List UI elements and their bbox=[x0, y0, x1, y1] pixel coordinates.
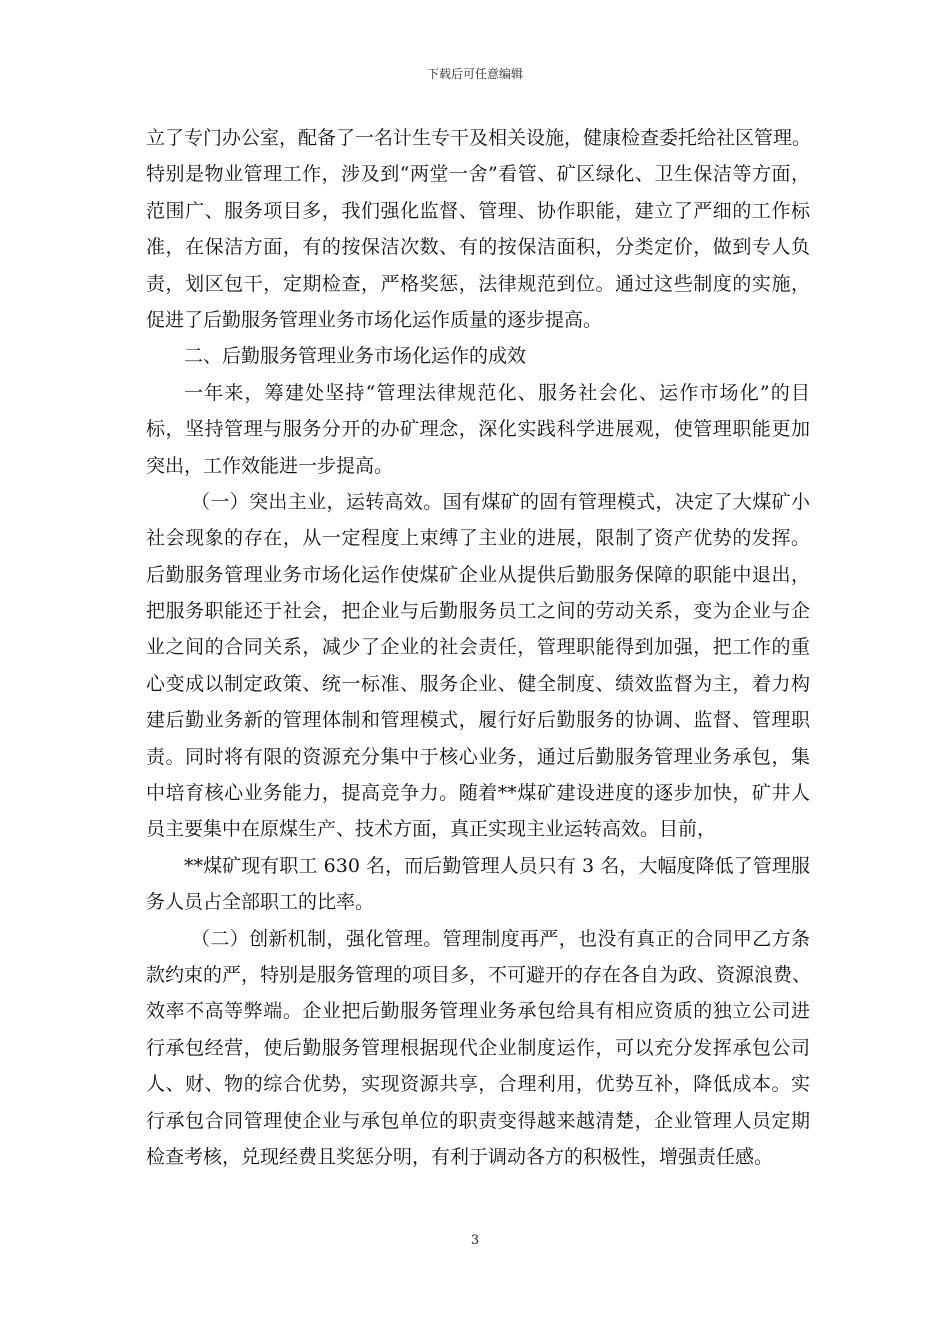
body-text-line: 款约束的严，特别是服务管理的项目多，不可避开的存在各自为政、资源浪费、 bbox=[146, 963, 812, 986]
body-text-line: 二、后勤服务管理业务市场化运作的成效 bbox=[184, 345, 527, 368]
document-body bbox=[146, 120, 810, 1175]
body-text-line: 立了专门办公室，配备了一名计生专干及相关设施，健康检查委托给社区管理。 bbox=[146, 127, 812, 149]
body-text-line: 社会现象的存在，从一定程度上束缚了主业的进展，限制了资产优势的发挥。 bbox=[146, 527, 810, 550]
body-text-line: 行承包合同管理使企业与承包单位的职责变得越来越清楚，企业管理人员定期 bbox=[146, 1109, 810, 1132]
body-text-line: 特别是物业管理工作，涉及到“两堂一舍”看管、矿区绿化、卫生保洁等方面， bbox=[146, 163, 810, 186]
body-text-line: **煤矿现有职工 630 名，而后勤管理人员只有 3 名，大幅度降低了管理服 bbox=[184, 854, 810, 877]
body-text-line: 行承包经营，使后勤服务管理根据现代企业制度运作，可以充分发挥承包公司 bbox=[146, 1036, 810, 1059]
body-text-line: 建后勤业务新的管理体制和管理模式，履行好后勤服务的协调、监督、管理职 bbox=[146, 709, 810, 732]
page-number: 3 bbox=[470, 1233, 480, 1248]
body-text-line: 促进了后勤服务管理业务市场化运作质量的逐步提高。 bbox=[146, 308, 603, 331]
body-text-line: 心变成以制定政策、统一标准、服务企业、健全制度、绩效监督为主，着力构 bbox=[146, 672, 810, 695]
body-text-line: 责，划区包干，定期检查，严格奖惩，法律规范到位。通过这些制度的实施， bbox=[146, 272, 810, 295]
body-text-line: 标，坚持管理与服务分开的办矿理念，深化实践科学进展观，使管理职能更加 bbox=[146, 418, 810, 441]
body-text-line: （二）创新机制，强化管理。管理制度再严，也没有真正的合同甲乙方条 bbox=[191, 927, 810, 950]
body-text-line: 突出，工作效能进一步提高。 bbox=[146, 454, 394, 477]
body-text-line: 准，在保洁方面，有的按保洁次数、有的按保洁面积，分类定价，做到专人负 bbox=[146, 236, 810, 259]
body-text-line: （一）突出主业，运转高效。国有煤矿的固有管理模式，决定了大煤矿小 bbox=[191, 490, 810, 513]
body-text-line: 检查考核，兑现经费且奖惩分明，有利于调动各方的积极性，增强责任感。 bbox=[146, 1145, 774, 1168]
page-header: 下载后可任意编辑 bbox=[426, 67, 523, 81]
body-text-line: 责。同时将有限的资源充分集中于核心业务，通过后勤服务管理业务承包，集 bbox=[146, 745, 810, 768]
body-text-line: 范围广、服务项目多，我们强化监督、管理、协作职能，建立了严细的工作标 bbox=[146, 199, 810, 222]
body-text-line: 业之间的合同关系，减少了企业的社会责任，管理职能得到加强，把工作的重 bbox=[146, 636, 810, 659]
body-text-line: 中培育核心业务能力，提高竞争力。随着**煤矿建设进度的逐步加快，矿井人 bbox=[146, 782, 810, 805]
body-text-line: 把服务职能还于社会，把企业与后勤服务员工之间的劳动关系，变为企业与企 bbox=[146, 600, 810, 623]
body-text-line: 效率不高等弊端。企业把后勤服务管理业务承包给具有相应资质的独立公司进 bbox=[146, 1000, 810, 1023]
body-text-line: 务人员占全部职工的比率。 bbox=[146, 891, 375, 914]
body-text-line: 人、财、物的综合优势，实现资源共享，合理利用，优势互补，降低成本。实 bbox=[146, 1073, 810, 1096]
body-text-line: 一年来，筹建处坚持“管理法律规范化、服务社会化、运作市场化”的目 bbox=[184, 381, 810, 404]
body-text-line: 员主要集中在原煤生产、技术方面，真正实现主业运转高效。目前， bbox=[146, 818, 717, 841]
body-text-line: 后勤服务管理业务市场化运作使煤矿企业从提供后勤服务保障的职能中退出， bbox=[146, 563, 810, 586]
